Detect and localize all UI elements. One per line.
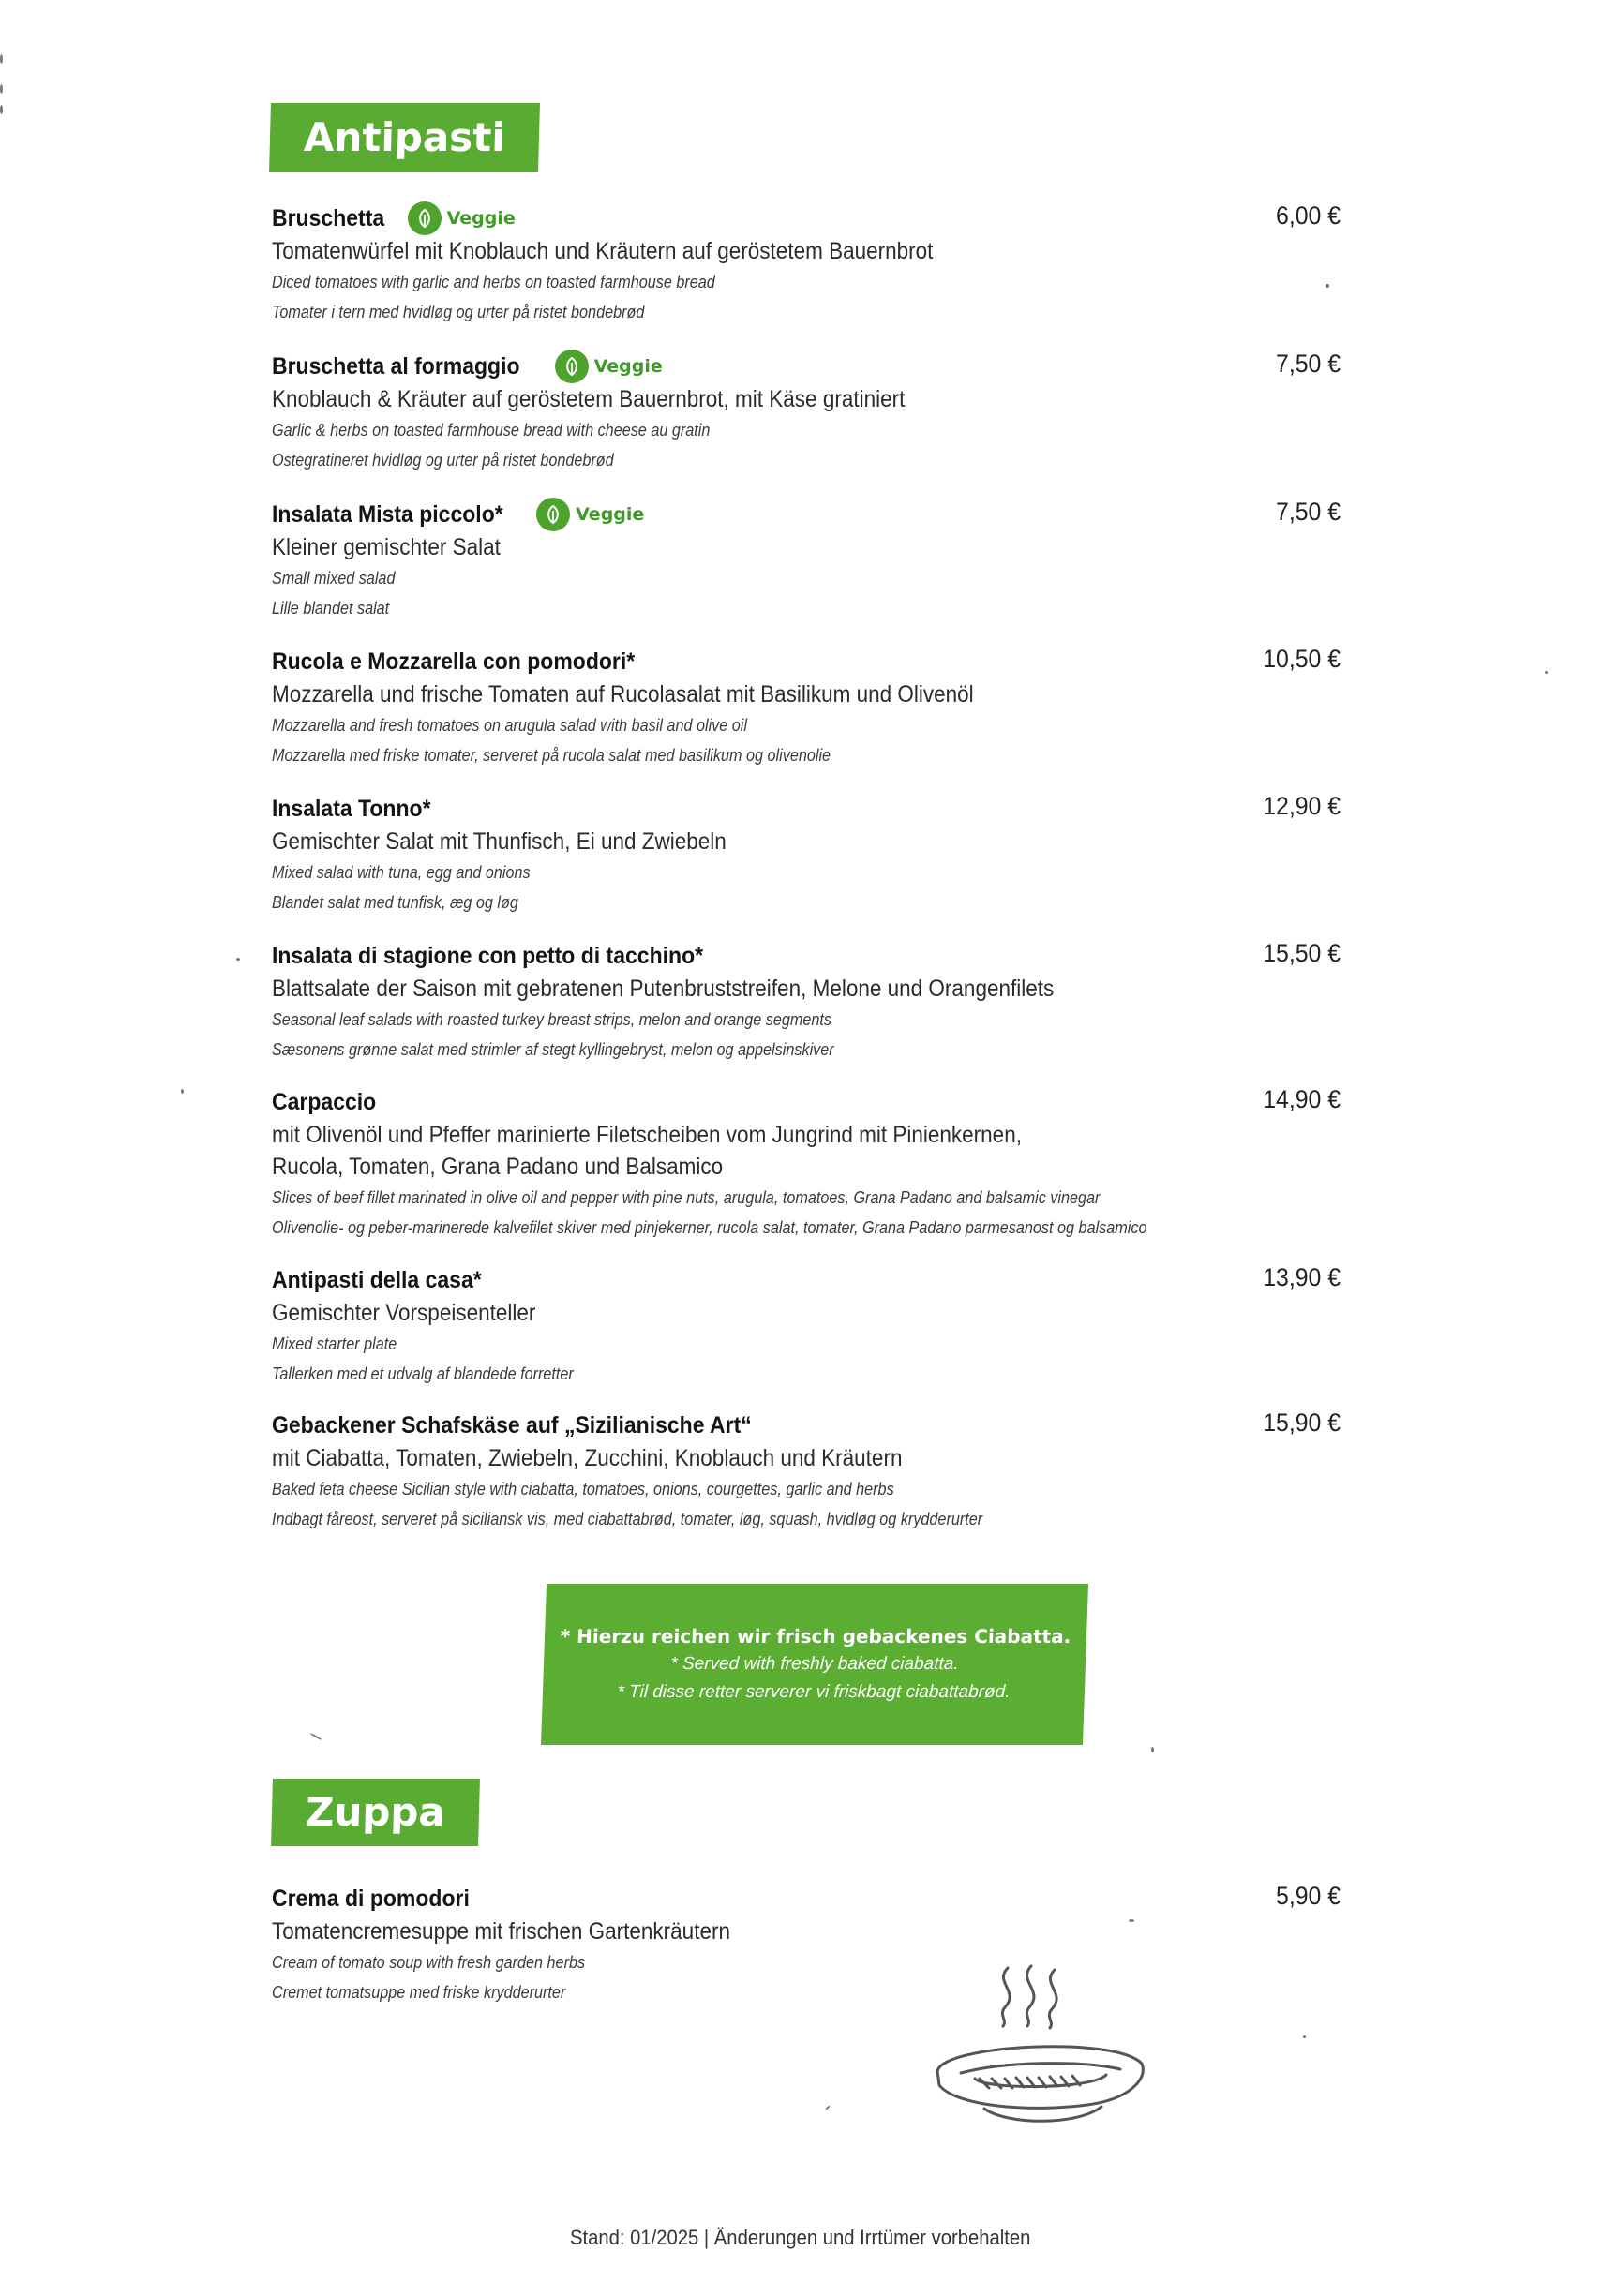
veggie-label: Veggie — [576, 504, 645, 525]
item-description-da: Olivenolie- og peber-marinerede kalvefilet skiver med pinjekerner, rucola salat, tomater, Grana Padano parmesanost og balsamico — [272, 1218, 1147, 1237]
veggie-label: Veggie — [593, 356, 663, 377]
menu-item — [272, 1882, 1350, 2007]
item-description-de: Gemischter Salat mit Thunfisch, Ei und Zwiebeln — [272, 828, 727, 855]
scan-mark — [1545, 671, 1548, 674]
item-description-en: Slices of beef fillet marinated in olive oil and pepper with pine nuts, arugula, tomatoes, Grana Padano and balsamic vinegar — [272, 1188, 1101, 1207]
item-price: 7,50 € — [1275, 498, 1341, 526]
item-name: Bruschetta al formaggio — [272, 352, 520, 380]
item-name: Antipasti della casa* — [272, 1266, 482, 1293]
item-description-en: Baked feta cheese Sicilian style with ciabatta, tomatoes, onions, courgettes, garlic and herbs — [272, 1480, 894, 1498]
leaf-icon — [408, 201, 442, 235]
item-price: 15,50 € — [1263, 939, 1341, 967]
item-description-de: Blattsalate der Saison mit gebratenen Putenbruststreifen, Melone und Orangenfilets — [272, 976, 1055, 1002]
item-description-de: Gemischter Vorspeisenteller — [272, 1300, 536, 1326]
item-description-en: Small mixed salad — [272, 569, 396, 588]
soup-bowl-icon — [919, 1959, 1162, 2141]
item-description-da: Cremet tomatsuppe med friske krydderurter — [272, 1983, 566, 2002]
item-price: 12,90 € — [1263, 792, 1341, 820]
item-price: 15,90 € — [1263, 1409, 1341, 1437]
item-name: Carpaccio — [272, 1088, 377, 1115]
item-price: 5,90 € — [1275, 1882, 1341, 1910]
item-name: Rucola e Mozzarella con pomodori* — [272, 648, 636, 675]
item-name: Insalata Tonno* — [272, 795, 431, 822]
item-price: 13,90 € — [1263, 1263, 1341, 1291]
menu-item — [272, 792, 1350, 917]
section-title: Antipasti — [303, 114, 506, 160]
item-description-de-line2: Rucola, Tomaten, Grana Padano und Balsamico — [272, 1154, 724, 1180]
item-description-en: Garlic & herbs on toasted farmhouse bread with cheese au gratin — [272, 421, 711, 440]
leaf-icon — [536, 498, 570, 531]
item-name: Insalata Mista piccolo* — [272, 500, 503, 528]
item-price: 6,00 € — [1275, 201, 1341, 230]
veggie-badge — [536, 498, 644, 531]
item-name: Crema di pomodori — [272, 1885, 470, 1912]
item-description-en: Cream of tomato soup with fresh garden herbs — [272, 1953, 586, 1972]
veggie-label: Veggie — [446, 208, 516, 229]
item-description-en: Seasonal leaf salads with roasted turkey breast strips, melon and orange segments — [272, 1010, 832, 1029]
menu-item — [272, 645, 1350, 770]
section-title: Zuppa — [305, 1789, 446, 1835]
scan-mark — [309, 1733, 322, 1741]
menu-item — [272, 350, 1350, 475]
item-description-da: Blandet salat med tunfisk, æg og løg — [272, 893, 518, 912]
item-description-en: Mixed salad with tuna, egg and onions — [272, 863, 531, 882]
menu-item — [272, 939, 1350, 1065]
item-description-da: Indbagt fåreost, serveret på siciliansk vis, med ciabattabrød, tomater, løg, squash, hvidløg og krydderurter — [272, 1510, 983, 1528]
item-description-da: Tomater i tern med hvidløg og urter på ristet bondebrød — [272, 303, 645, 321]
note-de: * Hierzu reichen wir frisch gebackenes Ciabatta. — [560, 1625, 1071, 1647]
item-description-da: Ostegratineret hvidløg og urter på ristet bondebrød — [272, 451, 614, 470]
item-name: Gebackener Schafskäse auf „Sizilianische Art“ — [272, 1411, 752, 1439]
item-description-de: Tomatencremesuppe mit frischen Gartenkräutern — [272, 1918, 730, 1945]
scan-mark — [0, 54, 3, 64]
section-header-antipasti — [269, 103, 540, 172]
item-description-de: Kleiner gemischter Salat — [272, 534, 501, 560]
section-header-zuppa — [271, 1779, 480, 1846]
veggie-badge — [555, 350, 663, 383]
menu-item — [272, 498, 1350, 623]
item-description-de: Mozzarella und frische Tomaten auf Rucolasalat mit Basilikum und Olivenöl — [272, 681, 974, 708]
item-price: 10,50 € — [1263, 645, 1341, 673]
item-name: Bruschetta — [272, 204, 385, 231]
menu-item — [272, 1263, 1350, 1389]
footer-note: Stand: 01/2025 | Änderungen und Irrtümer vorbehalten — [570, 2226, 1031, 2249]
item-description-en: Diced tomatoes with garlic and herbs on toasted farmhouse bread — [272, 273, 715, 291]
item-description-en: Mozzarella and fresh tomatoes on arugula salad with basil and olive oil — [272, 716, 747, 735]
item-description-de: Knoblauch & Kräuter auf geröstetem Bauernbrot, mit Käse gratiniert — [272, 386, 906, 412]
leaf-icon — [555, 350, 589, 383]
ciabatta-note-box — [541, 1584, 1088, 1745]
menu-item — [272, 201, 1350, 327]
scan-mark — [181, 1089, 184, 1094]
item-description-da: Mozzarella med friske tomater, serveret på rucola salat med basilikum og olivenolie — [272, 746, 831, 765]
note-en: * Served with freshly baked ciabatta. — [669, 1654, 960, 1674]
scan-mark — [0, 84, 3, 94]
veggie-badge — [408, 201, 516, 235]
scan-mark — [825, 2105, 831, 2110]
item-price: 14,90 € — [1263, 1085, 1341, 1113]
item-description-de: mit Ciabatta, Tomaten, Zwiebeln, Zucchini, Knoblauch und Kräutern — [272, 1445, 903, 1471]
menu-item — [272, 1085, 1350, 1243]
item-description-da: Lille blandet salat — [272, 599, 390, 618]
item-description-da: Sæsonens grønne salat med strimler af stegt kyllingebryst, melon og appelsinskiver — [272, 1040, 834, 1059]
note-da: * Til disse retter serverer vi friskbagt ciabattabrød. — [617, 1682, 1011, 1702]
scan-mark — [236, 958, 240, 961]
item-price: 7,50 € — [1275, 350, 1341, 378]
item-description-en: Mixed starter plate — [272, 1334, 397, 1353]
scan-mark — [1303, 2035, 1306, 2038]
item-description-da: Tallerken med et udvalg af blandede forretter — [272, 1364, 574, 1383]
scan-mark — [1326, 284, 1329, 288]
scan-mark — [0, 105, 3, 114]
item-description-de: Tomatenwürfel mit Knoblauch und Kräutern auf geröstetem Bauernbrot — [272, 238, 934, 264]
menu-item — [272, 1409, 1350, 1534]
scan-mark — [1151, 1747, 1154, 1752]
scan-mark — [1129, 1919, 1134, 1922]
item-name: Insalata di stagione con petto di tacchino* — [272, 942, 704, 969]
item-description-de: mit Olivenöl und Pfeffer marinierte Filetscheiben vom Jungrind mit Pinienkernen, — [272, 1122, 1022, 1148]
